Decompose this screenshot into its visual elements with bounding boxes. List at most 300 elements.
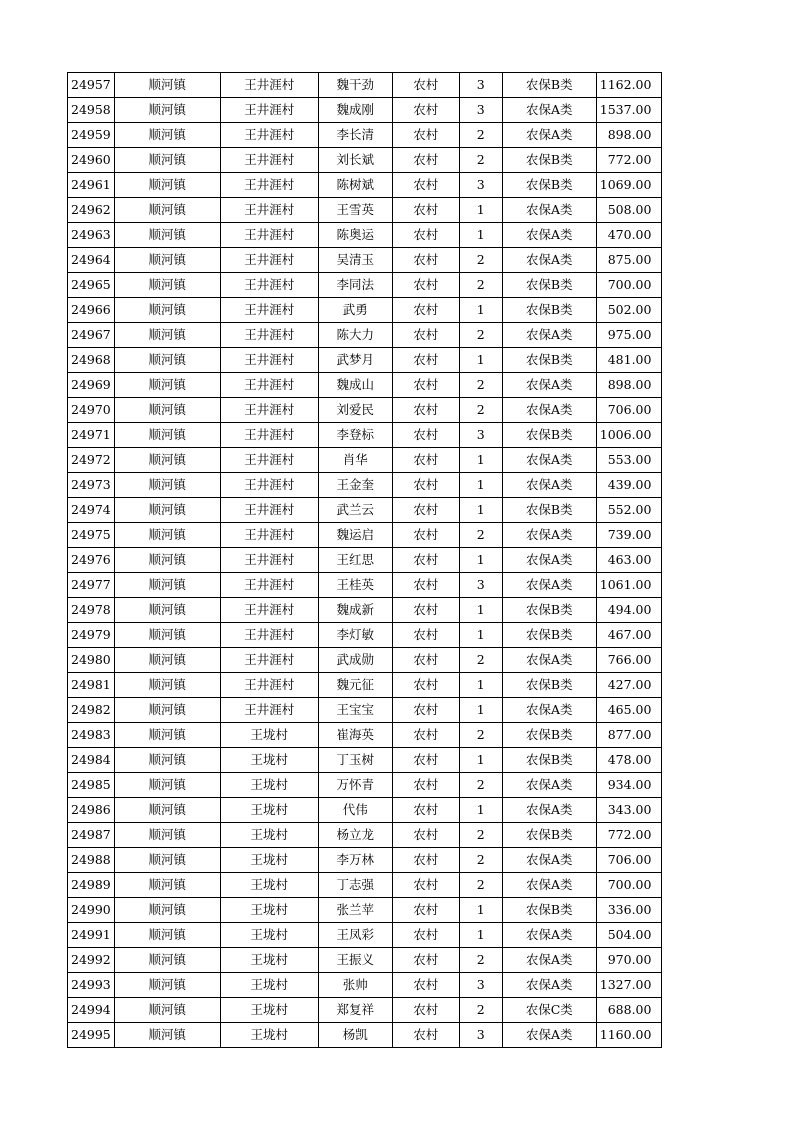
amount-cell: 934.00 <box>596 773 662 798</box>
record-id-cell: 24976 <box>68 548 115 573</box>
amount-cell: 766.00 <box>596 648 662 673</box>
record-id-cell: 24959 <box>68 123 115 148</box>
table-row <box>68 123 662 148</box>
member-count-cell: 2 <box>459 873 502 898</box>
table-row <box>68 723 662 748</box>
town-cell: 顺河镇 <box>114 823 220 848</box>
name-cell: 陈树斌 <box>318 173 392 198</box>
household-type-cell: 农村 <box>392 373 459 398</box>
village-cell: 王垅村 <box>220 773 318 798</box>
record-id-cell: 24957 <box>68 73 115 98</box>
insurance-category-cell: 农保A类 <box>502 223 596 248</box>
insurance-category-cell: 农保A类 <box>502 873 596 898</box>
amount-cell: 494.00 <box>596 598 662 623</box>
member-count-cell: 2 <box>459 648 502 673</box>
name-cell: 郑复祥 <box>318 998 392 1023</box>
insurance-category-cell: 农保A类 <box>502 773 596 798</box>
town-cell: 顺河镇 <box>114 473 220 498</box>
household-type-cell: 农村 <box>392 523 459 548</box>
table-row <box>68 373 662 398</box>
household-type-cell: 农村 <box>392 873 459 898</box>
record-id-cell: 24973 <box>68 473 115 498</box>
town-cell: 顺河镇 <box>114 423 220 448</box>
insurance-category-cell: 农保B类 <box>502 148 596 173</box>
amount-cell: 1061.00 <box>596 573 662 598</box>
member-count-cell: 3 <box>459 98 502 123</box>
village-cell: 王垅村 <box>220 1023 318 1048</box>
town-cell: 顺河镇 <box>114 398 220 423</box>
village-cell: 王井涯村 <box>220 248 318 273</box>
table-row <box>68 648 662 673</box>
record-id-cell: 24993 <box>68 973 115 998</box>
village-cell: 王井涯村 <box>220 523 318 548</box>
town-cell: 顺河镇 <box>114 548 220 573</box>
table-row <box>68 548 662 573</box>
record-id-cell: 24967 <box>68 323 115 348</box>
town-cell: 顺河镇 <box>114 623 220 648</box>
member-count-cell: 1 <box>459 898 502 923</box>
record-id-cell: 24962 <box>68 198 115 223</box>
household-type-cell: 农村 <box>392 548 459 573</box>
village-cell: 王井涯村 <box>220 698 318 723</box>
name-cell: 魏元征 <box>318 673 392 698</box>
insurance-category-cell: 农保A类 <box>502 973 596 998</box>
table-row <box>68 223 662 248</box>
name-cell: 武勇 <box>318 298 392 323</box>
amount-cell: 898.00 <box>596 373 662 398</box>
member-count-cell: 2 <box>459 948 502 973</box>
amount-cell: 706.00 <box>596 848 662 873</box>
amount-cell: 470.00 <box>596 223 662 248</box>
member-count-cell: 1 <box>459 473 502 498</box>
member-count-cell: 3 <box>459 1023 502 1048</box>
table-row <box>68 173 662 198</box>
amount-cell: 875.00 <box>596 248 662 273</box>
table-row <box>68 273 662 298</box>
household-type-cell: 农村 <box>392 648 459 673</box>
member-count-cell: 1 <box>459 448 502 473</box>
table-row <box>68 348 662 373</box>
record-id-cell: 24986 <box>68 798 115 823</box>
member-count-cell: 1 <box>459 623 502 648</box>
village-cell: 王井涯村 <box>220 648 318 673</box>
record-id-cell: 24960 <box>68 148 115 173</box>
insurance-category-cell: 农保A类 <box>502 473 596 498</box>
amount-cell: 553.00 <box>596 448 662 473</box>
member-count-cell: 2 <box>459 998 502 1023</box>
member-count-cell: 1 <box>459 198 502 223</box>
record-id-cell: 24974 <box>68 498 115 523</box>
insurance-category-cell: 农保B类 <box>502 298 596 323</box>
member-count-cell: 1 <box>459 698 502 723</box>
household-type-cell: 农村 <box>392 973 459 998</box>
household-type-cell: 农村 <box>392 273 459 298</box>
household-type-cell: 农村 <box>392 923 459 948</box>
name-cell: 武成勋 <box>318 648 392 673</box>
village-cell: 王垅村 <box>220 998 318 1023</box>
amount-cell: 336.00 <box>596 898 662 923</box>
amount-cell: 772.00 <box>596 148 662 173</box>
town-cell: 顺河镇 <box>114 248 220 273</box>
member-count-cell: 3 <box>459 173 502 198</box>
household-type-cell: 农村 <box>392 398 459 423</box>
name-cell: 陈奥运 <box>318 223 392 248</box>
table-row <box>68 773 662 798</box>
amount-cell: 877.00 <box>596 723 662 748</box>
town-cell: 顺河镇 <box>114 198 220 223</box>
table-row <box>68 448 662 473</box>
table-row <box>68 998 662 1023</box>
household-type-cell: 农村 <box>392 223 459 248</box>
name-cell: 刘爱民 <box>318 398 392 423</box>
record-id-cell: 24977 <box>68 573 115 598</box>
table-row <box>68 748 662 773</box>
town-cell: 顺河镇 <box>114 798 220 823</box>
table-row <box>68 573 662 598</box>
insurance-category-cell: 农保C类 <box>502 998 596 1023</box>
table-row <box>68 98 662 123</box>
household-type-cell: 农村 <box>392 348 459 373</box>
town-cell: 顺河镇 <box>114 298 220 323</box>
record-id-cell: 24971 <box>68 423 115 448</box>
town-cell: 顺河镇 <box>114 723 220 748</box>
table-row <box>68 673 662 698</box>
name-cell: 肖华 <box>318 448 392 473</box>
household-type-cell: 农村 <box>392 298 459 323</box>
record-id-cell: 24988 <box>68 848 115 873</box>
table-row <box>68 148 662 173</box>
member-count-cell: 1 <box>459 923 502 948</box>
member-count-cell: 2 <box>459 123 502 148</box>
member-count-cell: 2 <box>459 398 502 423</box>
member-count-cell: 3 <box>459 973 502 998</box>
village-cell: 王垅村 <box>220 798 318 823</box>
table-row <box>68 948 662 973</box>
insurance-category-cell: 农保A类 <box>502 573 596 598</box>
record-id-cell: 24975 <box>68 523 115 548</box>
name-cell: 杨凯 <box>318 1023 392 1048</box>
household-type-cell: 农村 <box>392 748 459 773</box>
record-id-cell: 24985 <box>68 773 115 798</box>
village-cell: 王井涯村 <box>220 498 318 523</box>
town-cell: 顺河镇 <box>114 348 220 373</box>
village-cell: 王井涯村 <box>220 448 318 473</box>
town-cell: 顺河镇 <box>114 898 220 923</box>
record-id-cell: 24961 <box>68 173 115 198</box>
village-cell: 王井涯村 <box>220 323 318 348</box>
member-count-cell: 2 <box>459 248 502 273</box>
record-id-cell: 24965 <box>68 273 115 298</box>
amount-cell: 772.00 <box>596 823 662 848</box>
household-type-cell: 农村 <box>392 448 459 473</box>
member-count-cell: 1 <box>459 798 502 823</box>
town-cell: 顺河镇 <box>114 573 220 598</box>
table-row <box>68 523 662 548</box>
household-type-cell: 农村 <box>392 898 459 923</box>
insurance-category-cell: 农保A类 <box>502 373 596 398</box>
amount-cell: 478.00 <box>596 748 662 773</box>
name-cell: 李万林 <box>318 848 392 873</box>
household-type-cell: 农村 <box>392 423 459 448</box>
town-cell: 顺河镇 <box>114 1023 220 1048</box>
insurance-category-cell: 农保A类 <box>502 923 596 948</box>
table-row <box>68 298 662 323</box>
name-cell: 武兰云 <box>318 498 392 523</box>
household-type-cell: 农村 <box>392 573 459 598</box>
amount-cell: 467.00 <box>596 623 662 648</box>
insurance-category-cell: 农保A类 <box>502 198 596 223</box>
insurance-category-cell: 农保A类 <box>502 123 596 148</box>
village-cell: 王井涯村 <box>220 548 318 573</box>
name-cell: 王凤彩 <box>318 923 392 948</box>
name-cell: 万怀青 <box>318 773 392 798</box>
record-id-cell: 24981 <box>68 673 115 698</box>
record-id-cell: 24984 <box>68 748 115 773</box>
name-cell: 代伟 <box>318 798 392 823</box>
insurance-category-cell: 农保B类 <box>502 898 596 923</box>
town-cell: 顺河镇 <box>114 448 220 473</box>
village-cell: 王井涯村 <box>220 598 318 623</box>
member-count-cell: 1 <box>459 748 502 773</box>
amount-cell: 465.00 <box>596 698 662 723</box>
amount-cell: 975.00 <box>596 323 662 348</box>
household-type-cell: 农村 <box>392 98 459 123</box>
town-cell: 顺河镇 <box>114 223 220 248</box>
amount-cell: 970.00 <box>596 948 662 973</box>
table-row <box>68 798 662 823</box>
town-cell: 顺河镇 <box>114 123 220 148</box>
record-id-cell: 24989 <box>68 873 115 898</box>
insurance-category-cell: 农保A类 <box>502 448 596 473</box>
record-id-cell: 24968 <box>68 348 115 373</box>
name-cell: 王红思 <box>318 548 392 573</box>
town-cell: 顺河镇 <box>114 373 220 398</box>
member-count-cell: 2 <box>459 523 502 548</box>
name-cell: 丁玉树 <box>318 748 392 773</box>
name-cell: 李长清 <box>318 123 392 148</box>
village-cell: 王井涯村 <box>220 623 318 648</box>
record-id-cell: 24964 <box>68 248 115 273</box>
insurance-category-cell: 农保A类 <box>502 948 596 973</box>
name-cell: 王雪英 <box>318 198 392 223</box>
member-count-cell: 3 <box>459 423 502 448</box>
name-cell: 陈大力 <box>318 323 392 348</box>
member-count-cell: 2 <box>459 773 502 798</box>
table-row <box>68 598 662 623</box>
insurance-category-cell: 农保A类 <box>502 698 596 723</box>
table-row <box>68 623 662 648</box>
household-type-cell: 农村 <box>392 623 459 648</box>
table-row <box>68 248 662 273</box>
town-cell: 顺河镇 <box>114 973 220 998</box>
village-cell: 王井涯村 <box>220 73 318 98</box>
table-row <box>68 198 662 223</box>
table-row <box>68 73 662 98</box>
name-cell: 魏成刚 <box>318 98 392 123</box>
amount-cell: 898.00 <box>596 123 662 148</box>
record-id-cell: 24982 <box>68 698 115 723</box>
town-cell: 顺河镇 <box>114 948 220 973</box>
member-count-cell: 1 <box>459 498 502 523</box>
record-id-cell: 24994 <box>68 998 115 1023</box>
records-table <box>67 72 662 1048</box>
household-type-cell: 农村 <box>392 673 459 698</box>
amount-cell: 439.00 <box>596 473 662 498</box>
household-type-cell: 农村 <box>392 148 459 173</box>
household-type-cell: 农村 <box>392 698 459 723</box>
household-type-cell: 农村 <box>392 723 459 748</box>
record-id-cell: 24990 <box>68 898 115 923</box>
table-row <box>68 973 662 998</box>
table-row <box>68 473 662 498</box>
member-count-cell: 1 <box>459 673 502 698</box>
village-cell: 王井涯村 <box>220 398 318 423</box>
table-row <box>68 323 662 348</box>
insurance-category-cell: 农保B类 <box>502 723 596 748</box>
town-cell: 顺河镇 <box>114 848 220 873</box>
record-id-cell: 24978 <box>68 598 115 623</box>
insurance-category-cell: 农保A类 <box>502 98 596 123</box>
amount-cell: 427.00 <box>596 673 662 698</box>
town-cell: 顺河镇 <box>114 523 220 548</box>
insurance-category-cell: 农保A类 <box>502 323 596 348</box>
household-type-cell: 农村 <box>392 498 459 523</box>
name-cell: 武梦月 <box>318 348 392 373</box>
member-count-cell: 2 <box>459 848 502 873</box>
village-cell: 王垅村 <box>220 898 318 923</box>
town-cell: 顺河镇 <box>114 73 220 98</box>
town-cell: 顺河镇 <box>114 773 220 798</box>
amount-cell: 700.00 <box>596 873 662 898</box>
record-id-cell: 24995 <box>68 1023 115 1048</box>
town-cell: 顺河镇 <box>114 323 220 348</box>
household-type-cell: 农村 <box>392 248 459 273</box>
amount-cell: 1327.00 <box>596 973 662 998</box>
amount-cell: 552.00 <box>596 498 662 523</box>
insurance-category-cell: 农保B类 <box>502 498 596 523</box>
member-count-cell: 1 <box>459 298 502 323</box>
name-cell: 杨立龙 <box>318 823 392 848</box>
name-cell: 王宝宝 <box>318 698 392 723</box>
name-cell: 李同法 <box>318 273 392 298</box>
insurance-category-cell: 农保A类 <box>502 848 596 873</box>
amount-cell: 481.00 <box>596 348 662 373</box>
household-type-cell: 农村 <box>392 598 459 623</box>
amount-cell: 463.00 <box>596 548 662 573</box>
insurance-category-cell: 农保B类 <box>502 173 596 198</box>
amount-cell: 1537.00 <box>596 98 662 123</box>
record-id-cell: 24980 <box>68 648 115 673</box>
member-count-cell: 2 <box>459 273 502 298</box>
village-cell: 王垅村 <box>220 923 318 948</box>
name-cell: 魏运启 <box>318 523 392 548</box>
member-count-cell: 1 <box>459 348 502 373</box>
household-type-cell: 农村 <box>392 123 459 148</box>
name-cell: 张帅 <box>318 973 392 998</box>
household-type-cell: 农村 <box>392 323 459 348</box>
insurance-category-cell: 农保A类 <box>502 648 596 673</box>
record-id-cell: 24969 <box>68 373 115 398</box>
insurance-category-cell: 农保B类 <box>502 623 596 648</box>
household-type-cell: 农村 <box>392 198 459 223</box>
insurance-category-cell: 农保A类 <box>502 248 596 273</box>
name-cell: 李灯敏 <box>318 623 392 648</box>
village-cell: 王垅村 <box>220 723 318 748</box>
village-cell: 王井涯村 <box>220 123 318 148</box>
member-count-cell: 1 <box>459 223 502 248</box>
village-cell: 王井涯村 <box>220 473 318 498</box>
amount-cell: 1006.00 <box>596 423 662 448</box>
household-type-cell: 农村 <box>392 773 459 798</box>
insurance-category-cell: 农保B类 <box>502 823 596 848</box>
household-type-cell: 农村 <box>392 823 459 848</box>
record-id-cell: 24966 <box>68 298 115 323</box>
town-cell: 顺河镇 <box>114 648 220 673</box>
village-cell: 王垅村 <box>220 848 318 873</box>
household-type-cell: 农村 <box>392 1023 459 1048</box>
town-cell: 顺河镇 <box>114 498 220 523</box>
insurance-category-cell: 农保B类 <box>502 673 596 698</box>
insurance-category-cell: 农保B类 <box>502 73 596 98</box>
record-id-cell: 24992 <box>68 948 115 973</box>
village-cell: 王井涯村 <box>220 348 318 373</box>
record-id-cell: 24979 <box>68 623 115 648</box>
insurance-category-cell: 农保A类 <box>502 398 596 423</box>
record-id-cell: 24958 <box>68 98 115 123</box>
record-id-cell: 24987 <box>68 823 115 848</box>
amount-cell: 1162.00 <box>596 73 662 98</box>
village-cell: 王井涯村 <box>220 198 318 223</box>
village-cell: 王垅村 <box>220 823 318 848</box>
amount-cell: 739.00 <box>596 523 662 548</box>
record-id-cell: 24970 <box>68 398 115 423</box>
town-cell: 顺河镇 <box>114 698 220 723</box>
name-cell: 李登标 <box>318 423 392 448</box>
town-cell: 顺河镇 <box>114 998 220 1023</box>
record-id-cell: 24991 <box>68 923 115 948</box>
village-cell: 王井涯村 <box>220 423 318 448</box>
household-type-cell: 农村 <box>392 173 459 198</box>
town-cell: 顺河镇 <box>114 598 220 623</box>
name-cell: 王振义 <box>318 948 392 973</box>
amount-cell: 343.00 <box>596 798 662 823</box>
member-count-cell: 2 <box>459 823 502 848</box>
insurance-category-cell: 农保B类 <box>502 598 596 623</box>
member-count-cell: 1 <box>459 598 502 623</box>
town-cell: 顺河镇 <box>114 673 220 698</box>
name-cell: 崔海英 <box>318 723 392 748</box>
member-count-cell: 3 <box>459 73 502 98</box>
table-row <box>68 848 662 873</box>
amount-cell: 1069.00 <box>596 173 662 198</box>
village-cell: 王井涯村 <box>220 573 318 598</box>
insurance-category-cell: 农保B类 <box>502 748 596 773</box>
household-type-cell: 农村 <box>392 848 459 873</box>
village-cell: 王垅村 <box>220 948 318 973</box>
record-id-cell: 24983 <box>68 723 115 748</box>
table-row <box>68 423 662 448</box>
village-cell: 王井涯村 <box>220 273 318 298</box>
town-cell: 顺河镇 <box>114 98 220 123</box>
name-cell: 王金奎 <box>318 473 392 498</box>
table-row <box>68 398 662 423</box>
household-type-cell: 农村 <box>392 798 459 823</box>
insurance-category-cell: 农保A类 <box>502 798 596 823</box>
village-cell: 王井涯村 <box>220 223 318 248</box>
village-cell: 王垅村 <box>220 873 318 898</box>
name-cell: 丁志强 <box>318 873 392 898</box>
amount-cell: 504.00 <box>596 923 662 948</box>
